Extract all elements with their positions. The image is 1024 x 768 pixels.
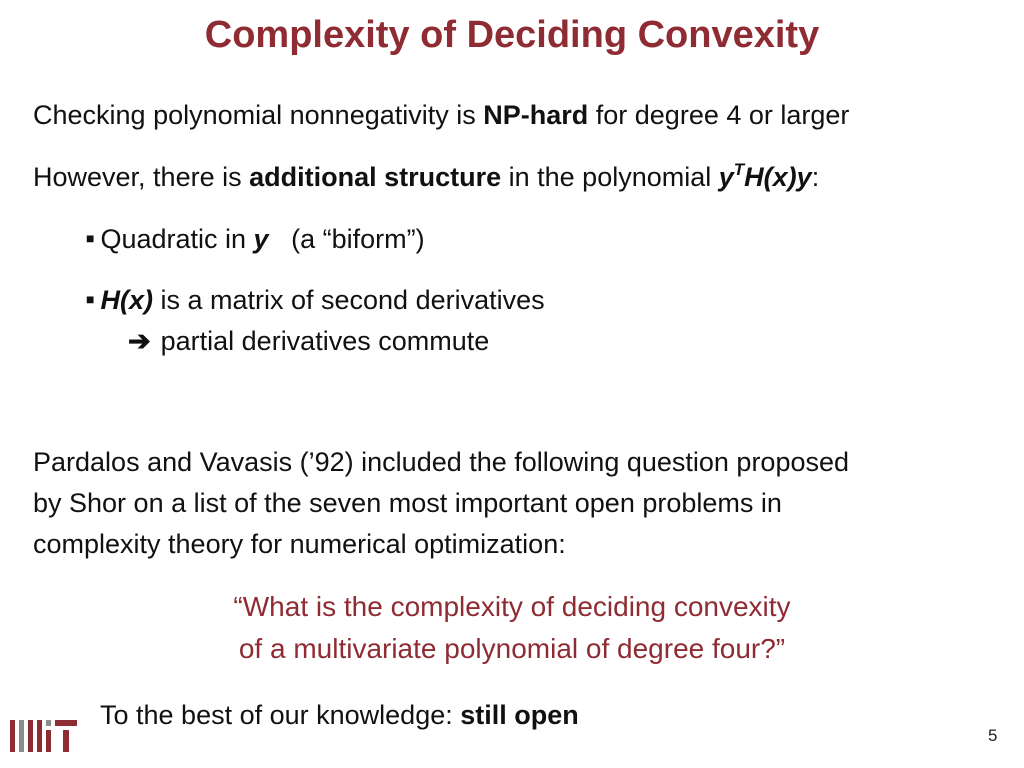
statement-np-hard — [33, 100, 849, 131]
square-bullet-icon: ■ — [86, 291, 95, 307]
formula-transpose: T — [733, 160, 745, 179]
slide-title: Complexity of Deciding Convexity — [204, 14, 820, 56]
bullet1-text-end: (a “biform”) — [268, 224, 425, 254]
mit-logo — [10, 720, 80, 757]
still-open-emphasis: still open — [460, 700, 579, 730]
quote-line-1: “What is the complexity of deciding convexity — [233, 591, 791, 622]
conclusion — [100, 700, 579, 731]
bullet-quadratic — [86, 224, 425, 255]
paragraph-line-2: by Shor on a list of the seven most important open problems in — [33, 488, 782, 518]
page-number: 5 — [988, 726, 998, 745]
conclusion-text: To the best of our knowledge: — [100, 700, 461, 730]
bullet2-hx: H(x) — [100, 285, 153, 315]
formula-hx: H(x) — [744, 162, 797, 192]
square-bullet-icon: ■ — [86, 230, 95, 246]
statement-structure — [33, 162, 819, 193]
bullet1-y: y — [253, 224, 269, 254]
implication-line — [128, 326, 489, 357]
paragraph-line-1: Pardalos and Vavasis (’92) included the following question proposed — [33, 447, 850, 477]
line1-text: Checking polynomial nonnegativity is — [33, 100, 484, 130]
np-hard-emphasis: NP-hard — [483, 100, 589, 130]
structure-emphasis: additional structure — [249, 162, 502, 192]
quote-line-2: of a multivariate polynomial of degree four?” — [238, 633, 786, 664]
line2-text-mid: in the polynomial — [501, 162, 719, 192]
line1-text-end: for degree 4 or larger — [588, 100, 850, 130]
formula-y: y — [718, 162, 734, 192]
paragraph-line-3: complexity theory for numerical optimization: — [33, 529, 566, 559]
bullet-matrix — [86, 285, 545, 316]
bullet1-text: Quadratic in — [100, 224, 254, 254]
formula-y-second: y — [796, 162, 812, 192]
line2-text: However, there is — [33, 162, 250, 192]
right-arrow-icon: ➔ — [128, 326, 151, 356]
implication-text: partial derivatives commute — [160, 326, 490, 356]
line2-colon: : — [811, 162, 820, 192]
bullet2-text: is a matrix of second derivatives — [152, 285, 545, 315]
